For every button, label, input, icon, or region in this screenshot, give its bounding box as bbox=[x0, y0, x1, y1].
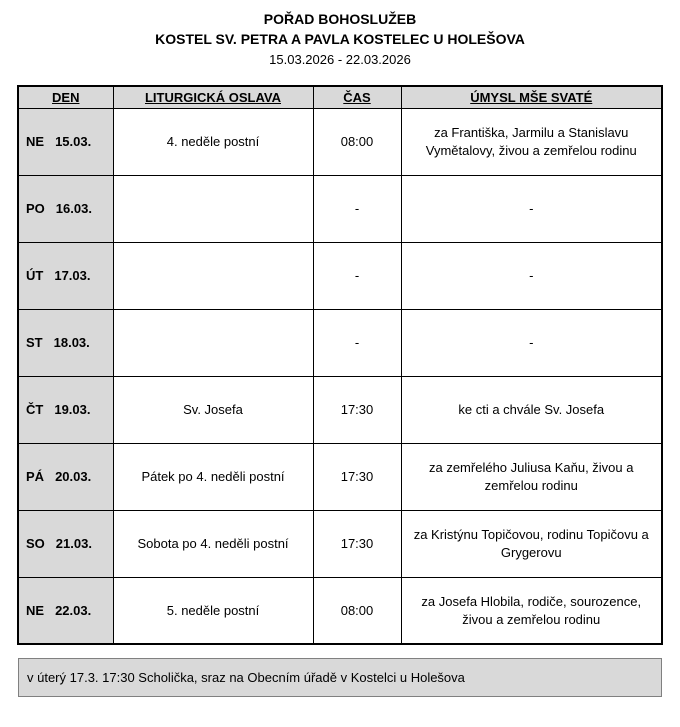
date-label: 19.03. bbox=[54, 402, 91, 418]
col-header-intention bbox=[401, 86, 662, 108]
den-cell bbox=[18, 242, 113, 309]
col-header-den-label: DEN bbox=[52, 90, 80, 106]
col-header-intention-label: ÚMYSL MŠE SVATÉ bbox=[470, 90, 593, 106]
intention-cell: za Josefa Hlobila, rodiče, sourozence, živou a zemřelou rodinu bbox=[401, 577, 662, 644]
header-row bbox=[18, 86, 662, 108]
date-label: 17.03. bbox=[54, 268, 91, 284]
date-range: 15.03.2026 - 22.03.2026 bbox=[269, 52, 411, 68]
col-header-celebration-label: LITURGICKÁ OSLAVA bbox=[144, 90, 281, 106]
time-cell: 17:30 bbox=[313, 376, 401, 443]
time-cell: - bbox=[313, 309, 401, 376]
date-label: 15.03. bbox=[55, 134, 92, 150]
date-label: 22.03. bbox=[55, 603, 92, 619]
day-label: ČT bbox=[26, 402, 44, 418]
time-cell: 17:30 bbox=[313, 510, 401, 577]
table-row bbox=[18, 175, 662, 242]
celebration-cell: Sobota po 4. neděli postní bbox=[113, 510, 313, 577]
intention-cell: - bbox=[401, 242, 662, 309]
time-cell: 17:30 bbox=[313, 443, 401, 510]
date-label: 18.03. bbox=[53, 335, 90, 351]
celebration-cell bbox=[113, 309, 313, 376]
time-cell: - bbox=[313, 242, 401, 309]
day-label: PO bbox=[26, 201, 45, 217]
title-block bbox=[0, 0, 680, 69]
intention-cell: - bbox=[401, 309, 662, 376]
col-header-celebration bbox=[113, 86, 313, 108]
table-row bbox=[18, 108, 662, 175]
day-label: NE bbox=[26, 134, 45, 150]
date-label: 20.03. bbox=[55, 469, 92, 485]
intention-cell: za Kristýnu Topičovou, rodinu Topičovu a Grygerovu bbox=[401, 510, 662, 577]
schedule-table bbox=[17, 85, 663, 645]
den-cell bbox=[18, 376, 113, 443]
col-header-time-label: ČAS bbox=[343, 90, 371, 106]
celebration-cell: Sv. Josefa bbox=[113, 376, 313, 443]
time-cell: 08:00 bbox=[313, 577, 401, 644]
celebration-cell bbox=[113, 242, 313, 309]
church-name: KOSTEL SV. PETRA A PAVLA KOSTELEC U HOLEŠOVA bbox=[155, 30, 525, 47]
date-label: 21.03. bbox=[55, 536, 92, 552]
den-cell bbox=[18, 175, 113, 242]
date-label: 16.03. bbox=[55, 201, 92, 217]
day-label: NE bbox=[26, 603, 45, 619]
day-label: ST bbox=[26, 335, 43, 351]
table-row bbox=[18, 242, 662, 309]
col-header-time bbox=[313, 86, 401, 108]
day-label: SO bbox=[26, 536, 45, 552]
day-label: ÚT bbox=[26, 268, 44, 284]
time-cell: - bbox=[313, 175, 401, 242]
col-header-den bbox=[18, 86, 113, 108]
intention-cell: ke cti a chvále Sv. Josefa bbox=[401, 376, 662, 443]
den-cell bbox=[18, 309, 113, 376]
footer-note: v úterý 17.3. 17:30 Scholička, sraz na Obecním úřadě v Kostelci u Holešova bbox=[18, 658, 662, 697]
celebration-cell: 4. neděle postní bbox=[113, 108, 313, 175]
table-row bbox=[18, 577, 662, 644]
table-row bbox=[18, 376, 662, 443]
den-cell bbox=[18, 510, 113, 577]
den-cell bbox=[18, 108, 113, 175]
page-title: POŘAD BOHOSLUŽEB bbox=[263, 11, 417, 27]
celebration-cell: 5. neděle postní bbox=[113, 577, 313, 644]
table-row bbox=[18, 443, 662, 510]
intention-cell: za zemřelého Juliusa Kaňu, živou a zemřelou rodinu bbox=[401, 443, 662, 510]
celebration-cell bbox=[113, 175, 313, 242]
table-row bbox=[18, 309, 662, 376]
intention-cell: za Františka, Jarmilu a Stanislavu Vymětalovy, živou a zemřelou rodinu bbox=[401, 108, 662, 175]
table-header bbox=[18, 86, 662, 108]
intention-cell: - bbox=[401, 175, 662, 242]
day-label: PÁ bbox=[26, 469, 45, 485]
den-cell bbox=[18, 443, 113, 510]
celebration-cell: Pátek po 4. neděli postní bbox=[113, 443, 313, 510]
den-cell bbox=[18, 577, 113, 644]
table-row bbox=[18, 510, 662, 577]
time-cell: 08:00 bbox=[313, 108, 401, 175]
